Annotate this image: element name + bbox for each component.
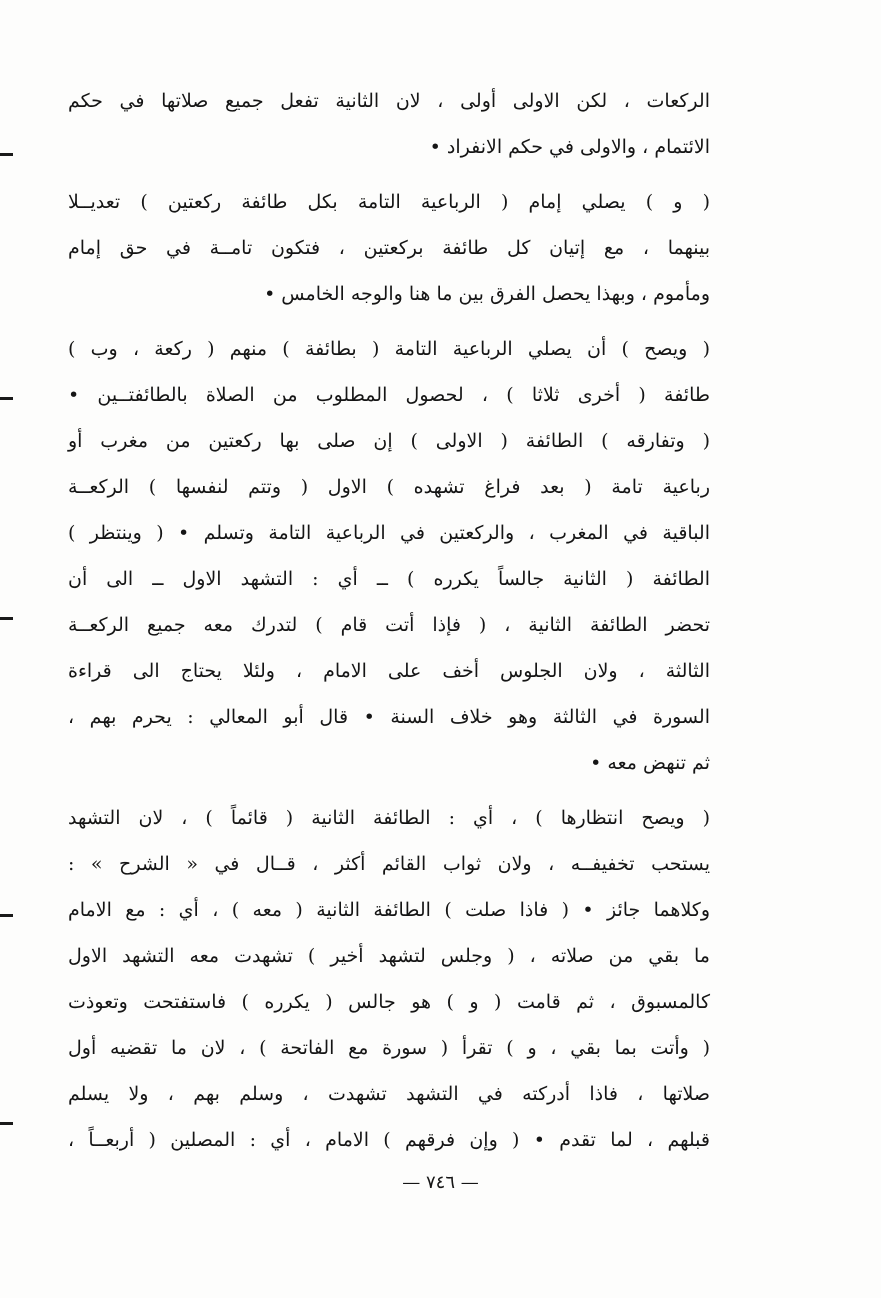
text-line: الباقية في المغرب ، والركعتين في الرباعية التامة وتسلم • ( وينتظر ) <box>68 522 710 544</box>
text-line: الركعات ، لكن الاولى أولى ، لان الثانية تفعل جميع صلاتها في حكم <box>68 90 710 112</box>
margin-mark <box>0 617 13 620</box>
text-line: صلاتها ، فاذا أدركته في التشهد تشهدت ، وسلم بهم ، ولا يسلم <box>68 1083 710 1105</box>
margin-mark <box>0 397 13 400</box>
text-line: ( وأتت بما بقي ، و ) تقرأ ( سورة مع الفاتحة ) ، لان ما تقضيه أول <box>68 1037 710 1059</box>
page-number: — ٧٤٦ — <box>402 1172 479 1193</box>
text-line: ثم تنهض معه • <box>590 752 710 774</box>
text-line: يستحب تخفيفــه ، ولان ثواب القائم أكثر ، قــال في « الشرح » : <box>68 853 710 875</box>
text-line: الثالثة ، ولان الجلوس أخف على الامام ، ولئلا يحتاج الى قراءة <box>68 660 710 682</box>
text-line: تحضر الطائفة الثانية ، ( فإذا أتت قام ) لتدرك معه جميع الركعــة <box>68 614 710 636</box>
text-line: ( ويصح ) أن يصلي الرباعية التامة ( بطائفة ) منهم ( ركعة ، وب ) <box>68 338 710 360</box>
text-line: السورة في الثالثة وهو خلاف السنة • قال أبو المعالي : يحرم بهم ، <box>68 706 711 728</box>
text-line: الائتمام ، والاولى في حكم الانفراد • <box>429 136 710 158</box>
text-line: وكلاهما جائز • ( فاذا صلت ) الطائفة الثانية ( معه ) ، أي : مع الامام <box>68 899 710 921</box>
body-text <box>68 78 710 1163</box>
margin-mark <box>0 914 13 917</box>
text-line: الطائفة ( الثانية جالساً يكرره ) ــ أي : التشهد الاول ــ الى أن <box>68 568 710 590</box>
text-line: ( ويصح انتظارها ) ، أي : الطائفة الثانية ( قائماً ) ، لان التشهد <box>68 807 710 829</box>
text-line: ( وتفارقه ) الطائفة ( الاولى ) إن صلى بها ركعتين من مغرب أو <box>68 430 710 452</box>
text-line: كالمسبوق ، ثم قامت ( و ) هو جالس ( يكرره ) فاستفتحت وتعوذت <box>68 991 710 1013</box>
margin-mark <box>0 1122 13 1125</box>
text-line: ما بقي من صلاته ، ( وجلس لتشهد أخير ) تشهدت معه التشهد الاول <box>68 945 710 967</box>
text-line: طائفة ( أخرى ثلاثا ) ، لحصول المطلوب من الصلاة بالطائفتــين • <box>68 384 710 406</box>
margin-mark <box>0 153 13 156</box>
text-line: رباعية تامة ( بعد فراغ تشهده ) الاول ( وتتم لنفسها ) الركعــة <box>68 476 710 498</box>
text-line: ( و ) يصلي إمام ( الرباعية التامة بكل طائفة ركعتين ) تعديــلا <box>68 191 710 213</box>
text-line: بينهما ، مع إتيان كل طائفة بركعتين ، فتكون تامــة في حق إمام <box>68 237 710 259</box>
text-line: ومأموم ، وبهذا يحصل الفرق بين ما هنا والوجه الخامس • <box>264 283 710 305</box>
text-line: قبلهم ، لما تقدم • ( وإن فرقهم ) الامام ، أي : المصلين ( أربعــاً ، <box>68 1129 710 1151</box>
